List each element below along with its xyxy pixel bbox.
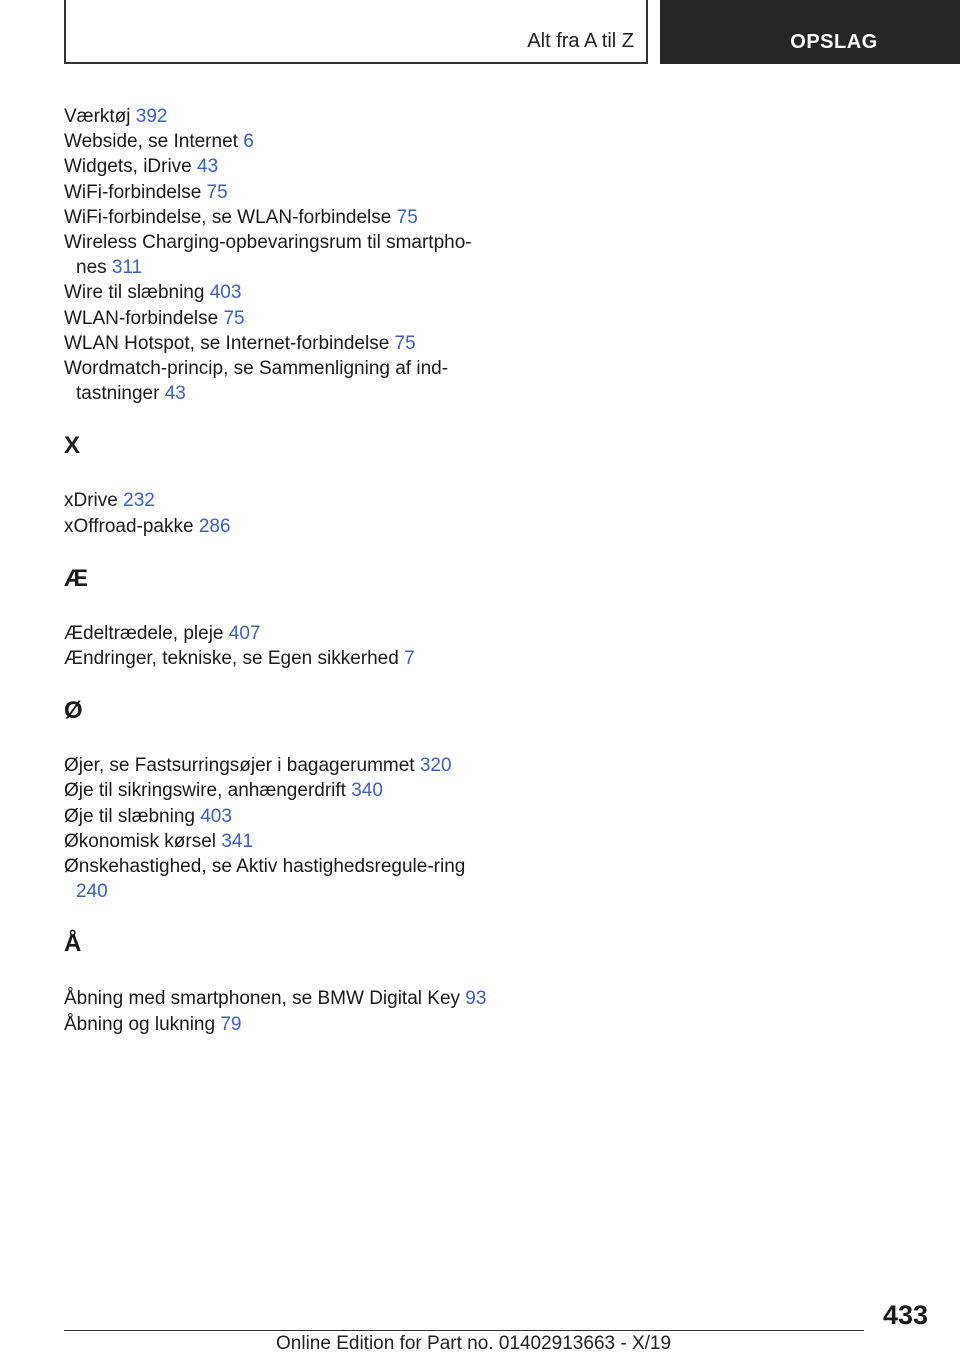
header-frame — [64, 0, 648, 64]
section-letter-x: X — [64, 432, 81, 460]
edition-footer: Online Edition for Part no. 01402913663 - X/19 — [276, 1333, 672, 1354]
index-entry: xOffroad-pakke 286 — [64, 515, 231, 537]
index-entry: WiFi-forbindelse 75 — [64, 181, 228, 203]
index-entry: Værktøj 392 — [64, 106, 168, 127]
page-link[interactable]: 403 — [200, 805, 232, 827]
index-entry: WLAN-forbindelse 75 — [64, 307, 245, 329]
index-entry: WLAN Hotspot, se Internet-forbindelse 75 — [64, 332, 416, 354]
page-link[interactable]: 75 — [394, 332, 416, 354]
page-link[interactable]: 43 — [164, 383, 186, 405]
footer-divider — [64, 1330, 864, 1331]
index-entry: Øje til sikringswire, anhængerdrift 340 — [64, 780, 383, 802]
index-entry: Ændringer, tekniske, se Egen sikkerhed 7 — [64, 648, 415, 670]
index-entry: Wordmatch-princip, se Sammenligning af ind-tastninger 43 — [64, 358, 449, 405]
index-entry: Webside, se Internet 6 — [64, 131, 254, 153]
page-link[interactable]: 75 — [206, 181, 228, 203]
index-entry: Økonomisk kørsel 341 — [64, 830, 254, 852]
page-link[interactable]: 320 — [419, 755, 452, 777]
page-link[interactable]: 93 — [465, 988, 487, 1010]
section-tab-label: OPSLAG — [790, 31, 878, 53]
page-link[interactable]: 232 — [123, 490, 155, 512]
index-entry: WiFi-forbindelse, se WLAN-forbindelse 75 — [64, 206, 418, 228]
section-title: Alt fra A til Z — [527, 30, 634, 52]
page-link[interactable]: 341 — [221, 830, 254, 852]
page-link[interactable]: 7 — [404, 648, 415, 670]
index-list — [64, 104, 494, 1037]
page-link[interactable]: 392 — [135, 106, 168, 127]
index-entry: Widgets, iDrive 43 — [64, 156, 219, 178]
index-entry: Wire til slæbning 403 — [64, 282, 242, 304]
page-link[interactable]: 403 — [209, 282, 242, 304]
index-entry: Ønskehastighed, se Aktiv hastighedsregule-ring 240 — [64, 856, 466, 903]
section-letter-aa: Å — [64, 930, 82, 958]
section-letter-oe: Ø — [64, 697, 83, 725]
page-link[interactable]: 286 — [198, 515, 231, 537]
page-link[interactable]: 43 — [197, 156, 219, 178]
index-entry: xDrive 232 — [64, 490, 155, 512]
index-entry: Øje til slæbning 403 — [64, 805, 232, 827]
page-link[interactable]: 6 — [243, 131, 254, 153]
index-entry: Ædeltrædele, pleje 407 — [64, 622, 261, 644]
page-link[interactable]: 79 — [220, 1013, 242, 1035]
section-letter-ae: Æ — [64, 564, 88, 592]
page-link[interactable]: 75 — [223, 307, 245, 329]
index-entry: Åbning med smartphonen, se BMW Digital Key 93 — [64, 988, 487, 1010]
page-link[interactable]: 75 — [396, 206, 418, 228]
index-entry: Wireless Charging-opbevaringsrum til smartpho-nes 311 — [64, 232, 472, 279]
page-link[interactable]: 311 — [111, 257, 143, 279]
page-link[interactable]: 407 — [228, 622, 261, 644]
section-tab — [660, 0, 960, 64]
index-entry: Øjer, se Fastsurringsøjer i bagagerummet 320 — [64, 755, 452, 777]
page-number: 433 — [882, 1300, 928, 1330]
index-entry: Åbning og lukning 79 — [64, 1013, 242, 1035]
page-link[interactable]: 340 — [351, 780, 383, 802]
page-link[interactable]: 240 — [76, 881, 108, 903]
